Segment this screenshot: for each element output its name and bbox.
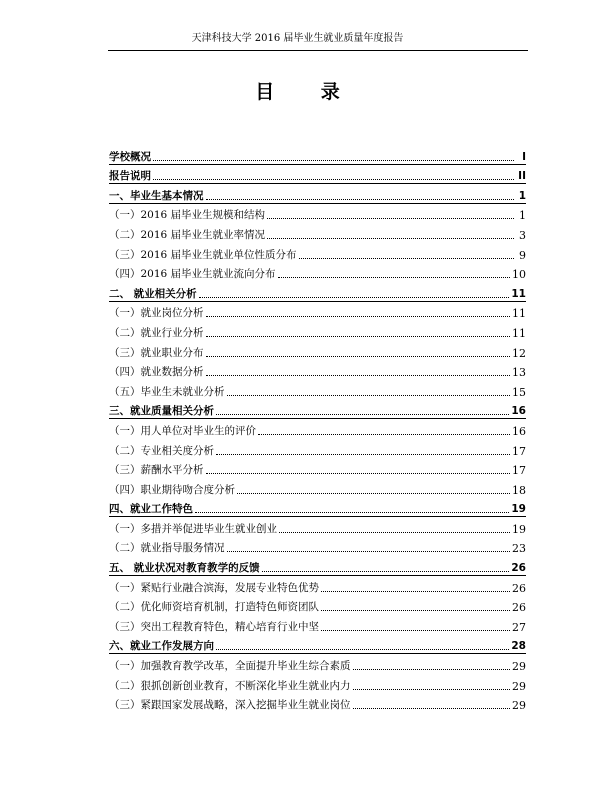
toc-dot-leader	[206, 316, 511, 317]
toc-dot-leader	[227, 551, 511, 552]
toc-dot-leader	[353, 708, 511, 709]
toc-section-entry[interactable]	[109, 516, 526, 536]
toc-page-number: 23	[512, 542, 526, 556]
toc-page-number: 28	[511, 640, 526, 653]
toc-dot-leader	[227, 395, 511, 396]
toc-page-number: 17	[512, 444, 526, 458]
toc-page-number: 11	[512, 326, 526, 340]
toc-entry-label: （二）专业相关度分析	[109, 444, 214, 457]
toc-entry-label: （一）就业岗位分析	[109, 307, 204, 320]
toc-page-number: 26	[512, 601, 526, 615]
toc-entry-label: 二、 就业相关分析	[109, 287, 197, 300]
toc-dot-leader	[258, 434, 510, 435]
toc-entry-label: （五）毕业生未就业分析	[109, 385, 225, 398]
toc-page-number: 10	[512, 268, 526, 282]
toc-page-number: 19	[511, 503, 526, 516]
toc-entry-label: （三）2016 届毕业生就业单位性质分布	[109, 248, 297, 261]
toc-entry-label: （二）就业指导服务情况	[109, 542, 225, 555]
toc-section-entry[interactable]	[109, 653, 526, 673]
toc-dot-leader	[206, 356, 511, 357]
toc-page-number: 16	[511, 405, 526, 418]
toc-page-number: 12	[512, 346, 526, 360]
toc-entry-label: （一）紧贴行业融合滨海，发展专业特色优势	[109, 581, 319, 594]
toc-section-entry[interactable]	[109, 614, 526, 634]
toc-page-number: 1	[519, 209, 526, 223]
toc-chapter-entry[interactable]	[109, 281, 526, 301]
toc-page-number: 26	[512, 581, 526, 595]
toc-section-entry[interactable]	[109, 458, 526, 478]
toc-section-entry[interactable]	[109, 595, 526, 615]
toc-dot-leader	[216, 649, 509, 650]
toc-entry-label: （三）突出工程教育特色，精心培育行业中坚	[109, 620, 319, 633]
toc-dot-leader	[321, 630, 510, 631]
toc-section-entry[interactable]	[109, 222, 526, 242]
toc-section-entry[interactable]	[109, 203, 526, 223]
toc-dot-leader	[195, 512, 509, 513]
toc-entry-label: 报告说明	[109, 170, 151, 183]
toc-section-entry[interactable]	[109, 340, 526, 360]
toc-chapter-entry[interactable]	[109, 555, 526, 575]
toc-section-entry[interactable]	[109, 477, 526, 497]
toc-chapter-entry[interactable]	[109, 183, 526, 203]
toc-chapter-entry[interactable]	[109, 164, 526, 184]
toc-page-number: 15	[512, 385, 526, 399]
toc-section-entry[interactable]	[109, 301, 526, 321]
table-of-contents	[109, 144, 526, 712]
toc-page-number: 27	[512, 620, 526, 634]
running-header: 天津科技大学 2016 届毕业生就业质量年度报告	[191, 33, 404, 44]
toc-entry-label: （二）狠抓创新创业教育，不断深化毕业生就业内力	[109, 679, 351, 692]
toc-dot-leader	[216, 454, 510, 455]
toc-section-entry[interactable]	[109, 242, 526, 262]
toc-entry-label: （三）紧跟国家发展战略，深入挖掘毕业生就业岗位	[109, 699, 351, 712]
toc-entry-label: （一）加强教育教学改革，全面提升毕业生综合素质	[109, 660, 351, 673]
toc-entry-label: （二）优化师资培育机制，打造特色师资团队	[109, 601, 319, 614]
toc-dot-leader	[153, 179, 514, 180]
toc-entry-label: （二）就业行业分析	[109, 326, 204, 339]
toc-page-number: 11	[512, 307, 526, 321]
toc-section-entry[interactable]	[109, 575, 526, 595]
toc-entry-label: （一）多措并举促进毕业生就业创业	[109, 522, 277, 535]
toc-section-entry[interactable]	[109, 438, 526, 458]
toc-entry-label: （三）就业职业分布	[109, 346, 204, 359]
toc-entry-label: 三、就业质量相关分析	[109, 405, 214, 418]
toc-chapter-entry[interactable]	[109, 634, 526, 654]
toc-chapter-entry[interactable]	[109, 144, 526, 164]
toc-entry-label: （四）2016 届毕业生就业流向分布	[109, 268, 276, 281]
toc-dot-leader	[262, 571, 510, 572]
toc-section-entry[interactable]	[109, 693, 526, 713]
toc-dot-leader	[267, 218, 514, 219]
toc-page-number: 29	[512, 679, 526, 693]
toc-dot-leader	[206, 473, 511, 474]
toc-entry-label: （四）就业数据分析	[109, 366, 204, 379]
toc-section-entry[interactable]	[109, 418, 526, 438]
toc-section-entry[interactable]	[109, 262, 526, 282]
toc-page-number: 19	[512, 522, 526, 536]
toc-section-entry[interactable]	[109, 536, 526, 556]
toc-page-number: 29	[512, 660, 526, 674]
toc-dot-leader	[153, 160, 514, 161]
toc-dot-leader	[353, 669, 511, 670]
toc-title: 目 录	[255, 81, 360, 103]
toc-dot-leader	[353, 689, 511, 690]
toc-entry-label: （一）2016 届毕业生规模和结构	[109, 209, 266, 222]
toc-page-number: 11	[511, 287, 526, 300]
toc-page-number: 13	[512, 366, 526, 380]
toc-entry-label: （四）职业期待吻合度分析	[109, 483, 235, 496]
toc-page-number: 18	[512, 483, 526, 497]
toc-entry-label: 六、就业工作发展方向	[109, 640, 214, 653]
header-rule	[108, 50, 528, 51]
toc-page-number: 3	[519, 228, 526, 242]
toc-entry-label: 一、毕业生基本情况	[109, 189, 204, 202]
toc-dot-leader	[199, 297, 510, 298]
toc-section-entry[interactable]	[109, 673, 526, 693]
toc-page-number: 17	[512, 464, 526, 478]
toc-dot-leader	[216, 414, 509, 415]
toc-section-entry[interactable]	[109, 379, 526, 399]
toc-page-number: 29	[512, 699, 526, 713]
toc-page-number: II	[518, 170, 526, 183]
toc-dot-leader	[206, 375, 511, 376]
toc-entry-label: 学校概况	[109, 150, 151, 163]
toc-dot-leader	[206, 336, 511, 337]
toc-dot-leader	[267, 238, 514, 239]
toc-entry-label: （一）用人单位对毕业生的评价	[109, 424, 256, 437]
toc-page-number: 9	[519, 248, 526, 262]
toc-entry-label: 五、 就业状况对教育教学的反馈	[109, 562, 260, 575]
toc-chapter-entry[interactable]	[109, 497, 526, 517]
toc-page-number: 16	[512, 424, 526, 438]
toc-dot-leader	[299, 258, 514, 259]
toc-dot-leader	[321, 610, 510, 611]
toc-page-number: 1	[518, 189, 526, 202]
toc-entry-label: （三）薪酬水平分析	[109, 464, 204, 477]
toc-page-number: I	[522, 150, 526, 163]
toc-chapter-entry[interactable]	[109, 399, 526, 419]
toc-dot-leader	[321, 591, 510, 592]
toc-dot-leader	[278, 277, 510, 278]
toc-dot-leader	[237, 493, 510, 494]
toc-section-entry[interactable]	[109, 320, 526, 340]
toc-entry-label: （二）2016 届毕业生就业率情况	[109, 228, 266, 241]
toc-dot-leader	[206, 199, 515, 200]
toc-dot-leader	[279, 532, 510, 533]
toc-entry-label: 四、就业工作特色	[109, 503, 193, 516]
toc-section-entry[interactable]	[109, 360, 526, 380]
toc-page-number: 26	[511, 562, 526, 575]
